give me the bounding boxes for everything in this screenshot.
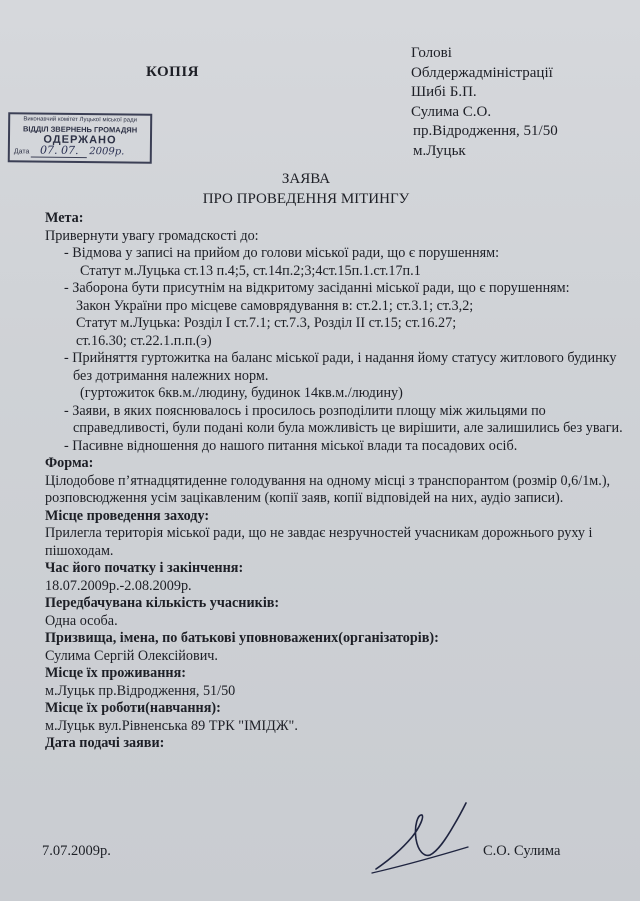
purpose-item-detail: Закон України про місцеве самоврядування в: ст.2.1; ст.3.1; ст.3,2; — [76, 297, 474, 314]
document-body — [45, 210, 625, 753]
venue-heading: Місце проведення заходу: — [45, 507, 210, 524]
purpose-item: - Заборона бути присутнім на відкритому засіданні міської ради, що є порушенням: — [64, 280, 570, 296]
purpose-item-detail: Статут м.Луцька: Розділ І ст.7.1; ст.7.3, Розділ ІІ ст.15; ст.16.27; — [76, 315, 457, 331]
purpose-item: - Відмова у записі на прийом до голови міської ради, що є порушенням: — [64, 245, 500, 261]
document-subtitle: ПРО ПРОВЕДЕННЯ МІТИНГУ — [202, 191, 410, 207]
copy-label: КОПІЯ — [146, 64, 200, 80]
time-heading: Час його початку і закінчення: — [45, 560, 244, 576]
addressee-line: Сулима С.О. — [411, 103, 492, 120]
submission-date: 7.07.2009р. — [42, 843, 111, 859]
purpose-item-detail: (гуртожиток 6кв.м./людину, будинок 14кв.м./людину) — [80, 385, 403, 401]
organizers-heading: Призвища, імена, по батькові уповноважених(організаторів): — [45, 630, 439, 646]
purpose-item: - Заяви, в яких пояснювалось і просилось розподілити площу між жильцями по справедливості, були подані коли була можливість це вирішити, але залишились без уваги. — [64, 402, 623, 436]
stamp-date-row — [14, 143, 125, 158]
purpose-intro: Привернути увагу громадскості до: — [45, 227, 259, 244]
addressee-line: Голові — [411, 45, 452, 61]
purpose-item: - Прийняття гуртожитка на баланс міської ради, і надання йому статусу житлового будинку без дотримання належних норм. — [64, 350, 617, 384]
work-heading: Місце їх роботи(навчання): — [45, 700, 221, 716]
stamp-org: Виконавчий комітет Луцької міської ради — [23, 116, 137, 124]
handwritten-signature — [368, 795, 478, 880]
time-text: 18.07.2009р.-2.08.2009р. — [45, 577, 192, 594]
addressee-line: Облдержадміністрації — [411, 64, 553, 81]
addressee-line: Шибі Б.П. — [411, 84, 477, 100]
form-text: Цілодобове п’ятнадцятиденне голодування на одному місці з транспорантом (розмір 0,6/1м.), розповсюдження усім зацікавленим (копії заяв, копії відповідей на них, аудіо записи). — [45, 472, 611, 506]
residence-text: м.Луцьк пр.Відродження, 51/50 — [45, 682, 236, 699]
count-heading: Передбачувана кількість учасників: — [45, 595, 280, 611]
purpose-item-detail: Статут м.Луцька ст.13 п.4;5, ст.14п.2;3;4ст.15п.1.ст.17п.1 — [80, 262, 421, 279]
document-title: ЗАЯВА — [281, 171, 331, 187]
organizers-text: Сулима Сергій Олексійович. — [45, 647, 218, 664]
addressee-block — [411, 44, 558, 161]
count-text: Одна особа. — [45, 612, 118, 629]
submission-heading: Дата подачі заяви: — [45, 735, 165, 751]
purpose-item-detail: ст.16.30; ст.22.1.п.п.(э) — [76, 332, 212, 349]
stamp-date-label: Дата — [13, 148, 30, 156]
venue-text: Прилегла територія міської ради, що не завдає незручностей учасникам дорожнього руху і пішоходам. — [45, 525, 593, 559]
work-text: м.Луцьк вул.Рівненська 89 ТРК "ІМІДЖ". — [45, 717, 298, 734]
form-heading: Форма: — [45, 455, 94, 471]
addressee-line: пр.Відродження, 51/50 — [413, 123, 558, 139]
purpose-item: - Пасивне відношення до нашого питання міської влади та посадових осіб. — [64, 437, 518, 454]
addressee-line: м.Луцьк — [413, 142, 466, 159]
purpose-heading: Мета: — [45, 210, 84, 226]
signer-name: С.О. Сулима — [483, 843, 561, 859]
stamp-date-value: 07. 07. — [40, 143, 79, 157]
stamp-year: 2009р. — [89, 146, 125, 158]
stamp-department: ВІДДІЛ ЗВЕРНЕНЬ ГРОМАДЯН — [22, 124, 138, 135]
stamp-received: ОДЕРЖАНО — [43, 133, 117, 147]
residence-heading: Місце їх проживання: — [45, 665, 187, 681]
received-stamp — [8, 112, 153, 164]
